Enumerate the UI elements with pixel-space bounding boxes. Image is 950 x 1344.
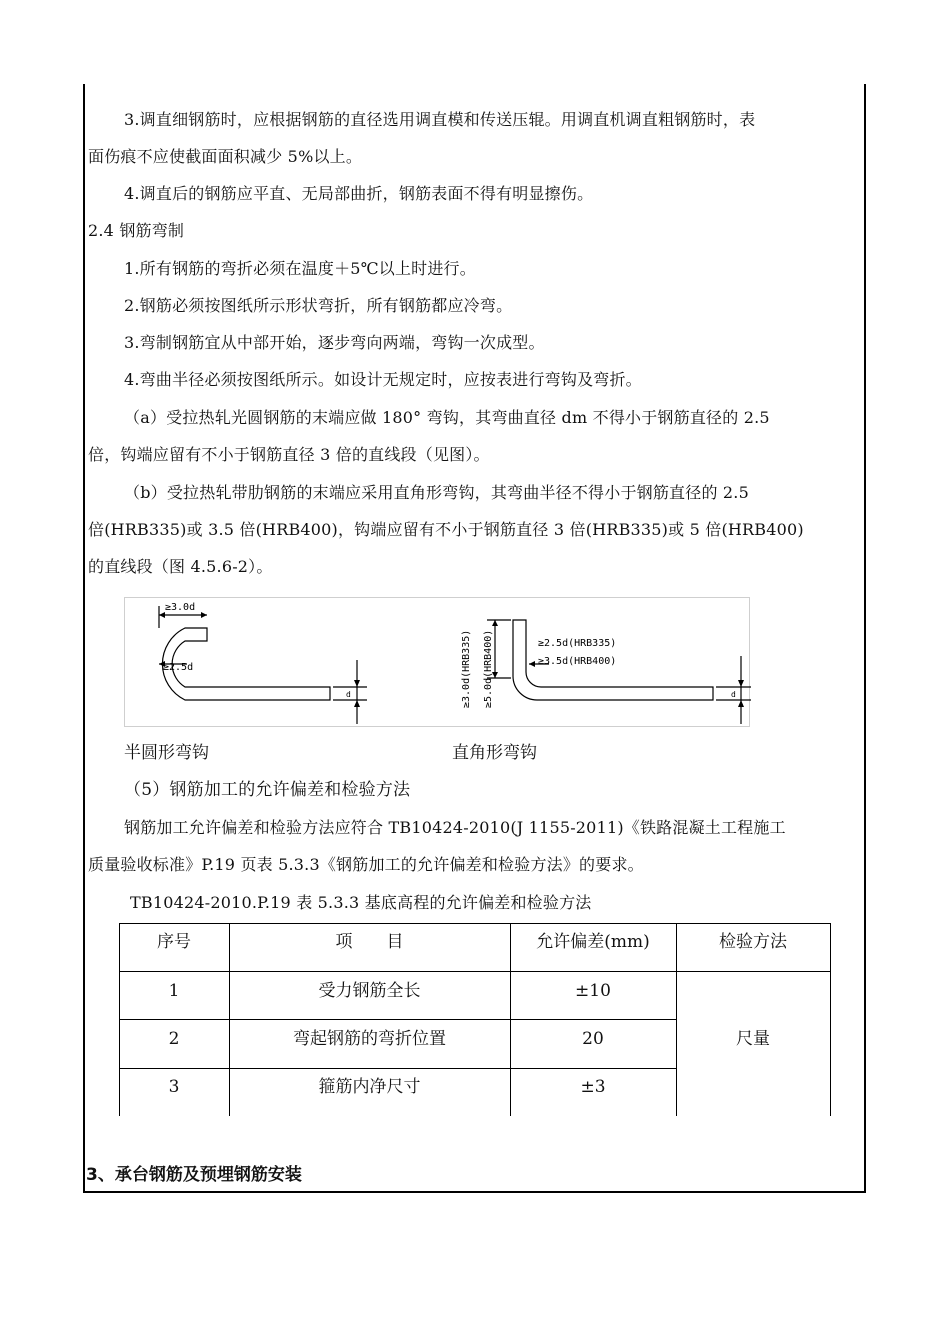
subsection-5-line-2: 质量验收标准》P.19 页表 5.3.3《钢筋加工的允许偏差和检验方法》的要求。 xyxy=(88,855,644,874)
header-method: 检验方法 xyxy=(719,932,787,952)
clause-b-line-2: 倍(HRB335)或 3.5 倍(HRB400)，钩端应留有不小于钢筋直径 3 倍(HRB335)或 5 倍(HRB400) xyxy=(88,520,804,539)
row-1-item: 受力钢筋全长 xyxy=(318,981,421,1001)
subsection-5: （5）钢筋加工的允许偏差和检验方法 xyxy=(124,780,411,800)
paragraph-3-line-1: 3.调直细钢筋时，应根据钢筋的直径选用调直模和传送压辊。用调直机调直粗钢筋时，表 xyxy=(124,110,756,129)
tolerance-table xyxy=(119,923,831,1116)
clause-b-line-3: 的直线段（图 4.5.6-2）。 xyxy=(88,557,273,576)
row-1-no: 1 xyxy=(168,981,180,1001)
right-angle-vert-label-2: ≥5.0d(HRB400) xyxy=(483,629,494,708)
section-heading-3: 3、承台钢筋及预埋钢筋安装 xyxy=(86,1165,302,1185)
header-item: 项 目 xyxy=(335,932,404,952)
table-title: TB10424-2010.P.19 表 5.3.3 基底高程的允许偏差和检验方法 xyxy=(130,893,592,912)
right-angle-d-label: d xyxy=(731,690,736,699)
clause-a-line-1: （a）受拉热轧光圆钢筋的末端应做 180° 弯钩，其弯曲直径 dm 不得小于钢筋直径的 2.5 xyxy=(124,408,770,427)
row-2-item: 弯起钢筋的弯折位置 xyxy=(293,1029,446,1049)
paragraph-4: 4.调直后的钢筋应平直、无局部曲折，钢筋表面不得有明显擦伤。 xyxy=(124,184,594,203)
subsection-5-line-1: 钢筋加工允许偏差和检验方法应符合 TB10424-2010(J 1155-2011)《铁路混凝土工程施工 xyxy=(124,818,786,837)
bend-rule-4: 4.弯曲半径必须按图纸所示。如设计无规定时，应按表进行弯钩及弯折。 xyxy=(124,370,642,389)
right-angle-radius-label-1: ≥2.5d(HRB335) xyxy=(538,638,617,649)
row-3-item: 箍筋内净尺寸 xyxy=(318,1077,421,1097)
row-2-tolerance: 20 xyxy=(582,1029,604,1049)
caption-semicircle: 半圆形弯钩 xyxy=(124,743,209,763)
paragraph-3-line-2: 面伤痕不应使截面面积减少 5%以上。 xyxy=(88,147,363,166)
clause-a-line-2: 倍，钩端应留有不小于钢筋直径 3 倍的直线段（见图）。 xyxy=(88,445,490,464)
semicircle-radius-label: ≥2.5d xyxy=(163,662,194,673)
semicircle-length-label: ≥3.0d xyxy=(165,602,196,613)
row-2-no: 2 xyxy=(168,1029,180,1049)
header-tolerance: 允许偏差(mm) xyxy=(536,932,650,952)
row-3-no: 3 xyxy=(168,1077,180,1097)
row-3-tolerance: ±3 xyxy=(580,1077,606,1097)
row-1-tolerance: ±10 xyxy=(575,981,611,1001)
bend-rule-3: 3.弯制钢筋宜从中部开始，逐步弯向两端，弯钩一次成型。 xyxy=(124,333,545,352)
caption-right-angle: 直角形弯钩 xyxy=(452,743,537,763)
bend-rule-1: 1.所有钢筋的弯折必须在温度＋5℃以上时进行。 xyxy=(124,259,476,278)
semicircle-d-label: d xyxy=(346,690,351,699)
clause-b-line-1: （b）受拉热轧带肋钢筋的末端应采用直角形弯钩，其弯曲半径不得小于钢筋直径的 2.5 xyxy=(124,483,749,502)
section-heading-2-4: 2.4 钢筋弯制 xyxy=(88,221,185,240)
bend-rule-2: 2.钢筋必须按图纸所示形状弯折，所有钢筋都应冷弯。 xyxy=(124,296,513,315)
right-angle-vert-label-1: ≥3.0d(HRB335) xyxy=(461,629,472,708)
header-no: 序号 xyxy=(157,932,191,952)
hook-diagram xyxy=(124,597,750,727)
method-cell: 尺量 xyxy=(736,1029,770,1049)
right-angle-radius-label-2: ≥3.5d(HRB400) xyxy=(538,656,617,667)
